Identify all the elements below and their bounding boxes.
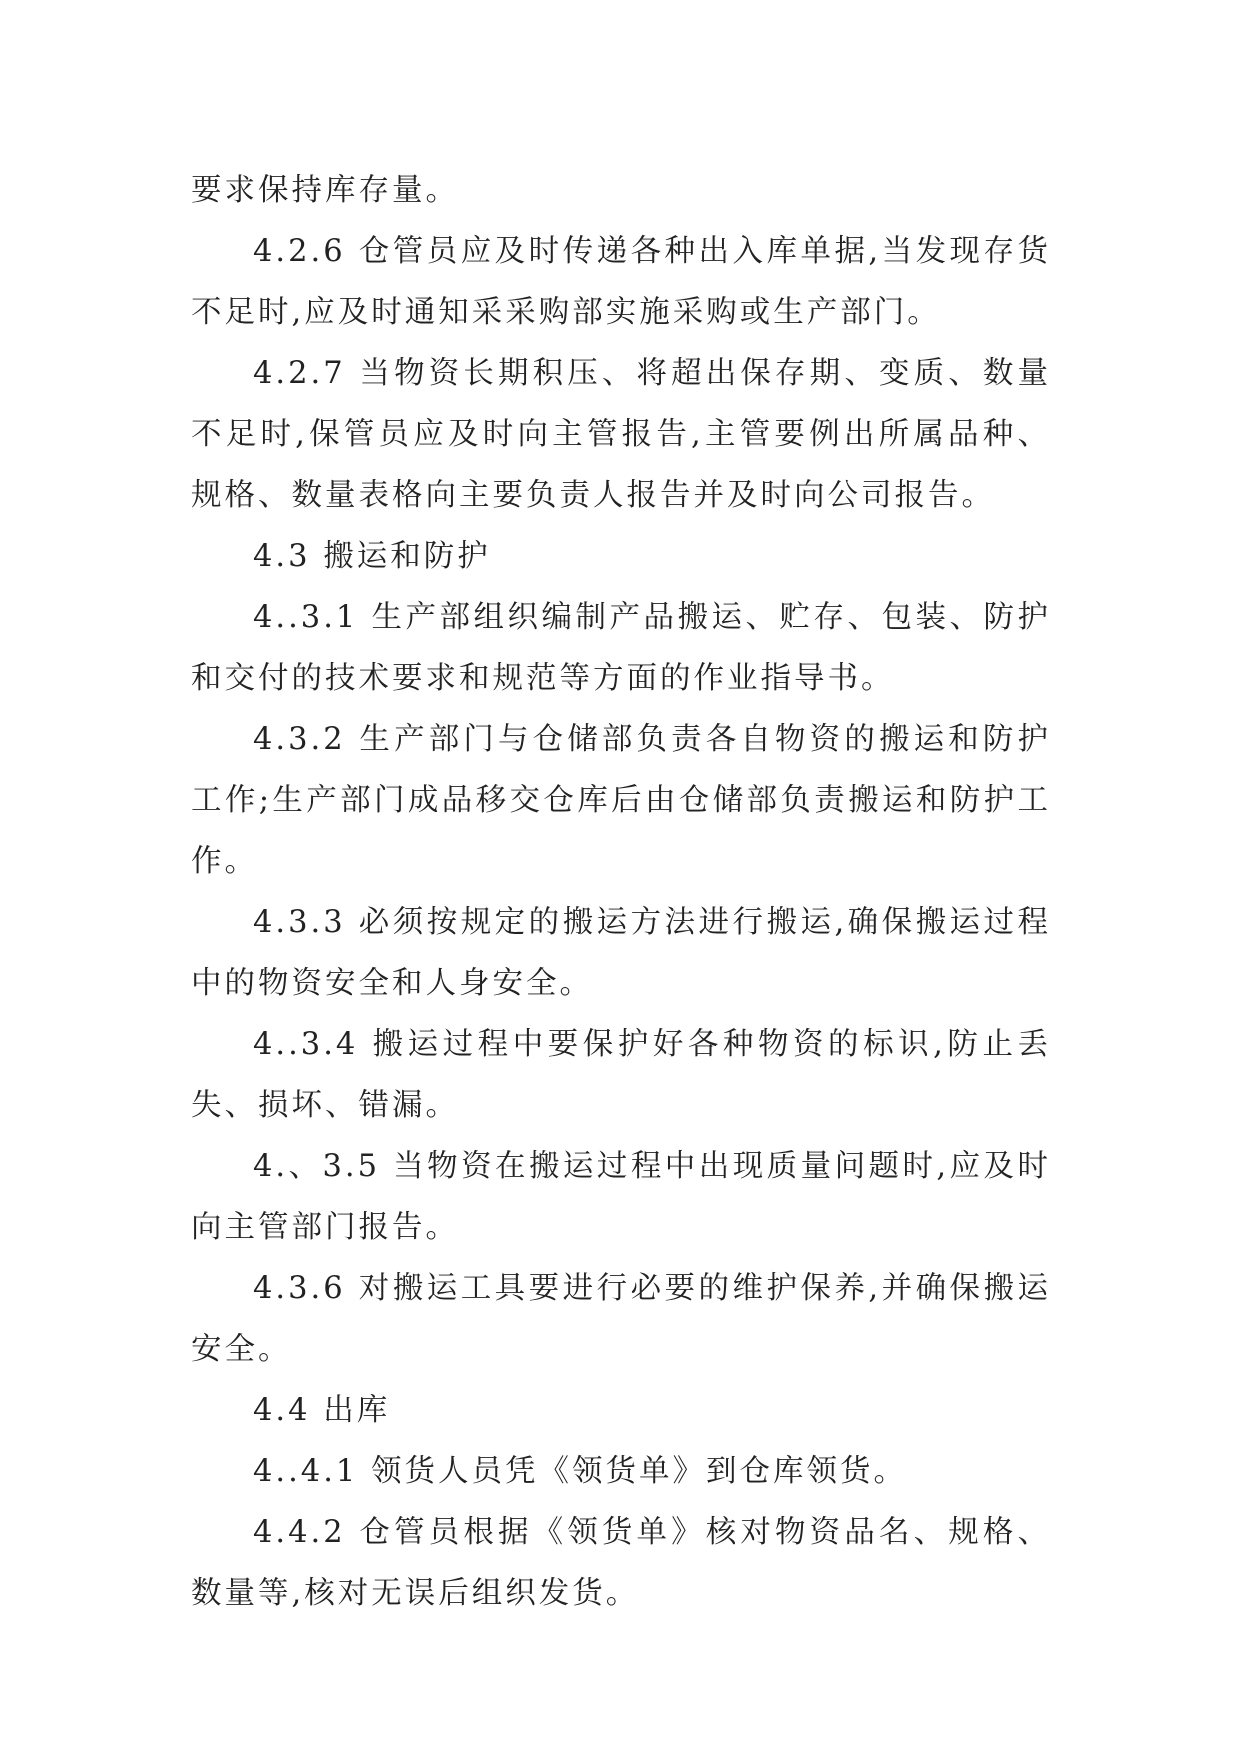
paragraph-4-4-1: 4..4.1 领货人员凭《领货单》到仓库领货。 <box>253 1454 907 1489</box>
section-heading-4-3: 4.3 搬运和防护 <box>253 539 491 574</box>
paragraph-4-3-5: 4.、3.5 当物资在搬运过程中出现质量问题时,应及时向主管部门报告。 <box>191 1149 1051 1245</box>
paragraph-4-4-2: 4.4.2 仓管员根据《领货单》核对物资品名、规格、数量等,核对无误后组织发货。 <box>191 1515 1051 1611</box>
paragraph-4-3-6: 4.3.6 对搬运工具要进行必要的维护保养,并确保搬运安全。 <box>191 1271 1051 1367</box>
paragraph-4-3-3: 4.3.3 必须按规定的搬运方法进行搬运,确保搬运过程中的物资安全和人身安全。 <box>191 905 1051 1001</box>
paragraph-4-2-7: 4.2.7 当物资长期积压、将超出保存期、变质、数量不足时,保管员应及时向主管报告,主管要例出所属品种、规格、数量表格向主要负责人报告并及时向公司报告。 <box>191 356 1051 513</box>
document-body <box>191 160 1051 1624</box>
paragraph-4-3-2: 4.3.2 生产部门与仓储部负责各自物资的搬运和防护工作;生产部门成品移交仓库后由仓储部负责搬运和防护工作。 <box>191 722 1051 879</box>
paragraph-4-3-1: 4..3.1 生产部组织编制产品搬运、贮存、包装、防护和交付的技术要求和规范等方面的作业指导书。 <box>191 600 1051 696</box>
paragraph-continuation: 要求保持库存量。 <box>191 173 459 208</box>
paragraph-4-2-6: 4.2.6 仓管员应及时传递各种出入库单据,当发现存货不足时,应及时通知采采购部实施采购或生产部门。 <box>191 234 1051 330</box>
section-heading-4-4: 4.4 出库 <box>253 1393 391 1428</box>
paragraph-4-3-4: 4..3.4 搬运过程中要保护好各种物资的标识,防止丢失、损坏、错漏。 <box>191 1027 1051 1123</box>
